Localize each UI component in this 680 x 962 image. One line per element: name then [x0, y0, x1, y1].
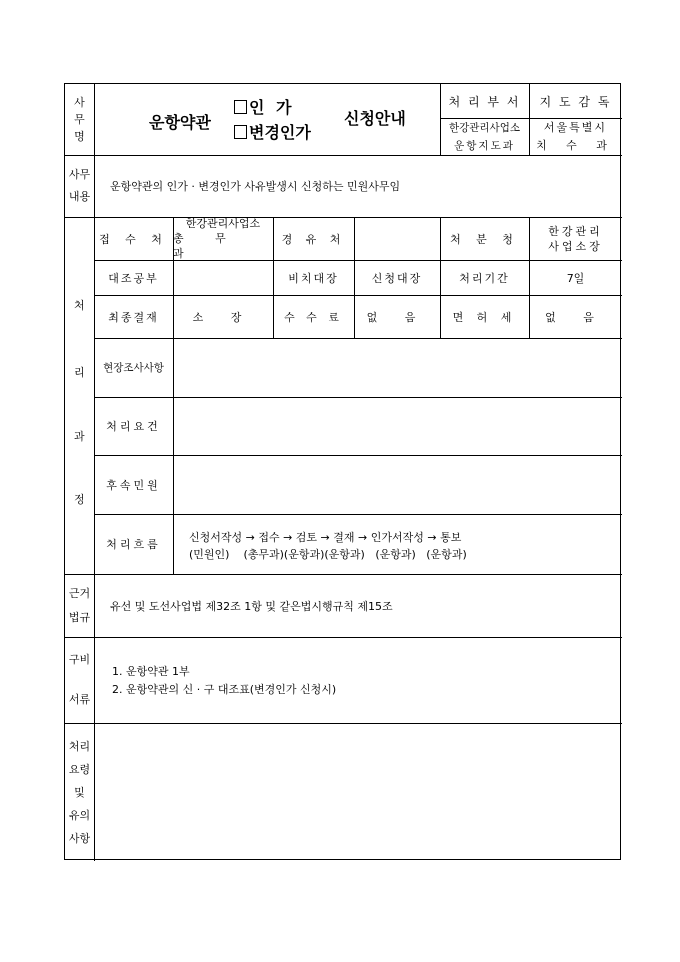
- option-change-approval: 변경인가: [234, 120, 311, 143]
- dept-label: 처 리 부 서: [448, 94, 521, 109]
- reception-value: 한강관리사업소 총 무 과: [173, 217, 261, 260]
- via-value: [354, 217, 440, 260]
- disposal-label: 처 분 청: [450, 232, 519, 246]
- site-survey-label: 현장조사사항: [103, 362, 164, 374]
- supervisor-value: 서울특별시 치 수 과: [536, 120, 615, 152]
- period-label: 처리기간: [459, 271, 510, 285]
- list-item: 1. 운항약관 1부: [112, 665, 190, 678]
- flow-departments: (민원인) (총무과)(운항과)(운항과) (운항과) (운항과): [189, 548, 467, 561]
- fee-label: 수 수 료: [284, 310, 343, 324]
- disposal-value: 한강관리 사업소장: [548, 224, 603, 253]
- checkbox-icon: [234, 125, 247, 139]
- followup-label: 후속민원: [106, 478, 161, 492]
- via-label: 경 유 처: [281, 232, 346, 246]
- office-name-label: 사 무 명: [74, 96, 85, 143]
- page-title: [94, 84, 440, 155]
- content-text: 운항약관의 인가 · 변경인가 사유발생시 신청하는 민원사무임: [110, 180, 401, 193]
- title-prefix: 운항약관: [149, 113, 211, 132]
- period-value: 7일: [566, 271, 585, 285]
- fee-value: 없 음: [366, 310, 428, 324]
- required-documents-label: 구비 서류: [68, 653, 91, 706]
- legal-basis-label: 근거 법규: [68, 586, 91, 624]
- supervision-label: 지 도 감 독: [539, 94, 612, 109]
- dept-value: 한강관리사업소 운항지도과: [448, 121, 520, 152]
- ledger-value: [173, 260, 273, 295]
- license-tax-value: 없 음: [545, 310, 606, 324]
- checkbox-icon: [234, 100, 247, 114]
- ledger-label: 대조공부: [108, 271, 159, 285]
- option-approval: 인 가: [234, 95, 294, 118]
- list-item: 2. 운항약관의 신 · 구 대조표(변경인가 신청시): [112, 683, 337, 696]
- legal-basis-text: 유선 및 도선사업법 제32조 1항 및 같은법시행규칙 제15조: [110, 599, 393, 613]
- flow-steps: 신청서작성 → 접수 → 검토 → 결재 → 인가서작성 → 통보: [189, 531, 462, 544]
- reception-label: 접 수 처: [99, 232, 168, 246]
- archive-label: 비치대장: [288, 271, 339, 285]
- approval-value: 소 장: [192, 310, 254, 324]
- process-label: 처 리 과 정: [74, 299, 85, 506]
- requirements-label: 처리요건: [106, 420, 161, 433]
- approval-label: 최종결재: [108, 310, 159, 324]
- flow-label: 처리흐름: [106, 538, 161, 551]
- processing-notes-label: 처리 요령 및 유의 사항: [68, 739, 91, 845]
- license-tax-label: 면 허 세: [452, 310, 517, 324]
- required-documents-list: [112, 637, 612, 723]
- process-flow: [189, 514, 619, 574]
- register-label: 신청대장: [371, 271, 423, 285]
- title-suffix: 신청안내: [344, 109, 406, 128]
- content-label: 사무 내용: [68, 168, 91, 203]
- application-guide-form: [64, 83, 621, 860]
- processing-notes-body: [94, 723, 622, 861]
